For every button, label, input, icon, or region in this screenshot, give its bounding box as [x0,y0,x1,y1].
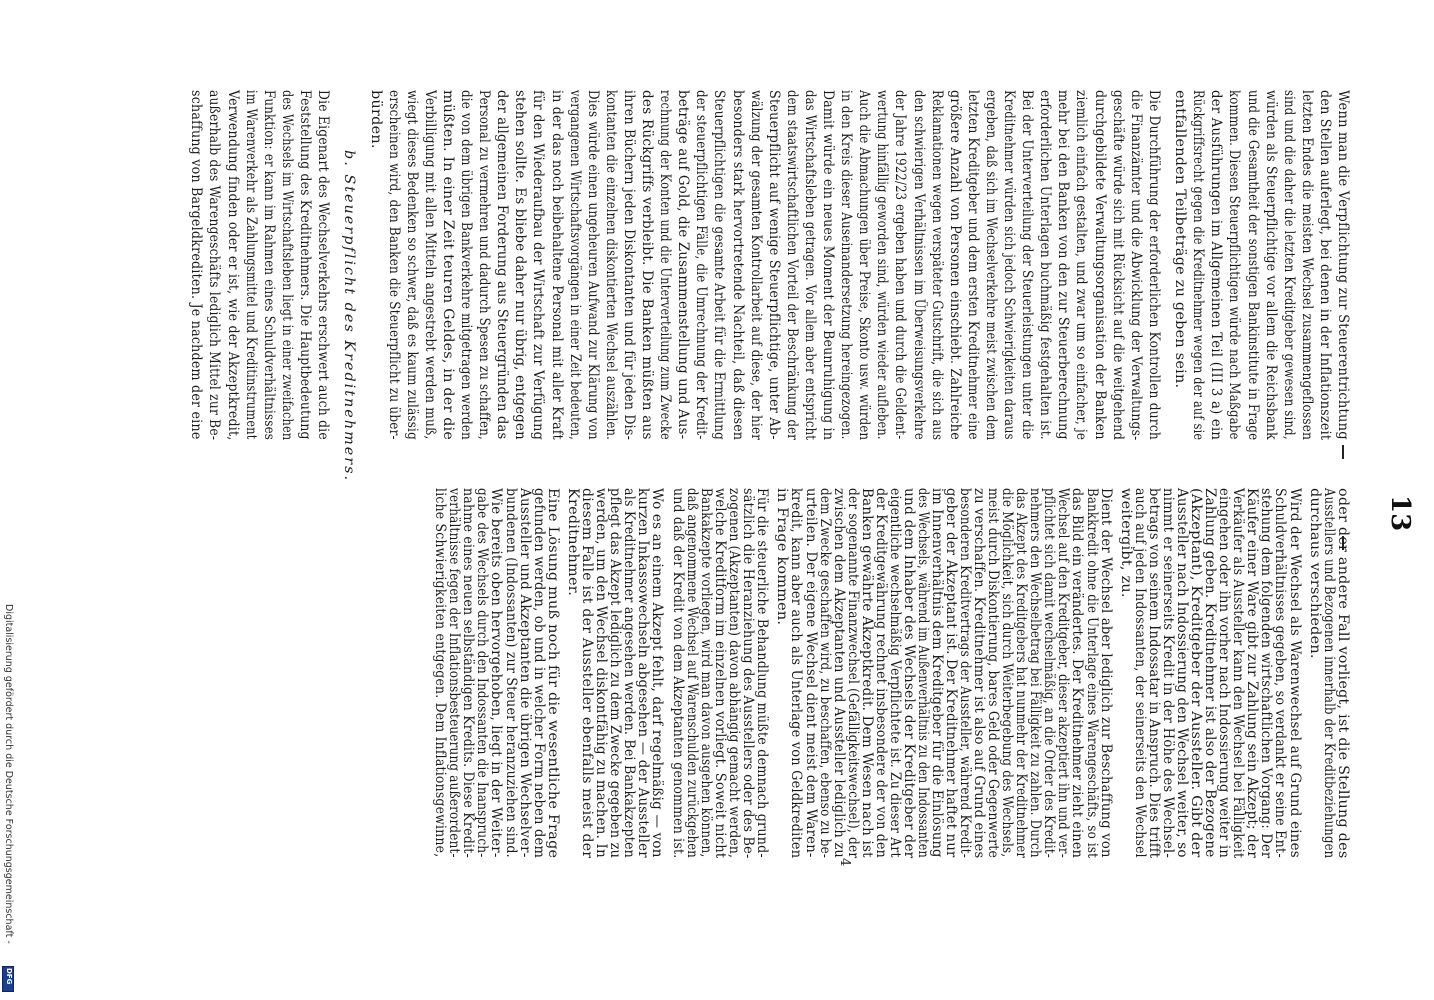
text-line: Eine Lösung muß noch für die wesentliche Frage [544,488,561,859]
text-line: Reklamationen wegen verspäteter Gutschrift, die sich aus [928,90,945,441]
page-number: 13 [1385,495,1415,532]
text-line: verhältnisse fegen der Inflationsbesteuerung außerordent- [446,488,463,858]
text-line: für den Wiederaufbau der Wirtschaft zur Verfügung [530,90,547,441]
text-line: die Möglichkeit, sich durch Weiterbegebung des Wechsels, [999,488,1016,858]
text-line: Bankakzepte vorliegen, wird man davon ausgehen können, [697,488,714,858]
text-line: Die Durchführung der erforderlichen Kontrollen durch [1145,90,1162,440]
text-line: Wird der Wechsel als Warenwechsel auf Grund eines [1286,488,1303,858]
text-line: pflegt das Akzept lediglich zu dem Zwecke gegeben zu [607,488,624,859]
text-line: liche Schwierigkeiten entgegen. Dem Inflationsgewinne, [432,488,449,858]
text-line: gabe des Wechsels durch den Indossanten die Inanspruch- [474,488,491,858]
text-line: meist durch Diskontierung, bares Geld oder Gegenwerte [985,488,1002,859]
text-line: weitergibt, zu. [1117,488,1134,598]
document-page [80,40,1415,900]
text-line: das Bild ein verändertes. Der Kreditnehmer zieht einen [1069,488,1086,858]
text-line: erscheinen wird, den Banken die Steuerpflicht zu über- [385,90,402,440]
text-line: sätzlich die Heranziehung des Ausstellers oder des Be- [739,488,756,859]
text-line: Ausstellers und Bezogenen innerhalb der Kreditbeziehungen [1320,488,1337,859]
text-line: im Warenverkehr als Zahlungsmittel und Kreditinstrument [242,90,259,440]
text-line: Schuldverhältnisses gegeben, so verdankt er seine Ent- [1272,488,1289,858]
text-line: urteilen. Der eigene Wechsel dient meist dem Waren- [802,488,819,858]
text-line: der Jahre 1922/23 ergeben haben und durch die Geldent- [892,90,909,440]
text-line: auch auf jeden Indossanten, der seinerseits den Wechsel [1131,488,1148,858]
text-line: Käufer einer Ware gibt zur Zahlung sein Akzept; der [1244,488,1261,858]
text-line: geschäfte würde sich mit Rücksicht auf die weitgehend [1109,90,1126,440]
text-line: gefunden werden, ob und in welcher Form neben dem [530,488,547,859]
text-line: des Rückgriffs verbleibt. Die Banken müßten aus [639,90,656,440]
text-line: Bei der Unterverteilung der Steuerleistungen unter die [1019,90,1036,440]
text-line: in Frage kommen. [774,488,791,626]
text-line: das Akzept des Kreditgebers hat nunmehr der Kreditnehmer [1013,488,1030,859]
text-line: pflichtet sich damit wechselmäßig, an die Order des Kredit- [1041,488,1058,858]
text-line: als Kreditnehmer angesehen werden. Bei Bankakzepten [621,488,638,859]
text-line: mehr bei den Banken von den zur Steuerberechnung [1055,90,1072,440]
text-line: vergangenen Wirtschaftsvorgängen in einer Zeit bedeuten, [566,90,583,440]
text-line: geber der Akzeptant ist. Der Kreditnehmer haftet nur [943,488,959,858]
text-line: kredit, kann aber auch als Unterlage von Geldkrediten [788,488,805,859]
text-line: oder der andere Fall vorliegt, ist die Stellung des [1335,488,1351,859]
text-line: besonderen Kreditvertrags der Aussteller, während Kredit- [957,488,974,859]
text-line: kurzen Inkassowechseln abgesehen — der Aussteller [635,488,652,858]
text-line: Dient der Wechsel aber lediglich zur Beschaffung von [1097,488,1114,858]
text-line: außerhalb des Warengeschäfts lediglich Mittel zur Be- [206,90,223,441]
text-line: und daß der Kredit von dem Akzeptanten genommen ist. [669,488,686,859]
text-line: beträge auf Gold, die Zusammenstellung und Aus- [675,90,692,440]
text-line: eingehen oder ihn vorher nach Indossierung weiter in [1216,488,1233,859]
text-line: Personal zu vermehren und dadurch Spesen zu schaffen, [476,90,493,440]
text-line: den schwierigen Verhältnissen im Überweisungsverkehre [910,90,927,440]
text-line: nahme eines neuen selbständigen Kredits. Diese Kredit- [460,488,477,858]
text-line: Verbilligung mit allen Mitteln angestrebt werden muß, [421,90,438,440]
text-line: daß angenommene Wechsel auf Warenschulden zurückgehen [683,488,700,858]
text-line: würden als Steuerpflichtige vor allem die Reichsbank [1262,90,1279,440]
text-line: letzten Kreditgeber und dem ersten Kreditnehmer eine [964,90,981,440]
text-line: wiegt dieses Bedenken so schwer, daß es kaum zulässig [403,90,420,440]
text-line: der Ausführungen im Allgemeinen Teil (III 3 a) ein [1208,90,1225,441]
text-line: Damit würde ein neues Moment der Beunruhigung in [820,90,837,441]
text-line: welche Kreditform im einzelnen vorliegt. Soweit nicht [711,488,728,859]
text-line: Wo es an einem Akzept fehlt, darf regelmäßig — von [649,488,666,858]
text-line: und dem Inhaber des Wechsels der Kreditgeber der [900,488,917,859]
text-line: kommen. Diesen Steuerpflichtigen würde nach Maßgabe [1226,90,1243,440]
text-line: Für die steuerliche Behandlung müßte demnach grund- [754,488,771,858]
text-line: Auch die Abmachungen über Preise, Skonto usw. würden [856,90,873,441]
text-line: müßten. In einer Zeit teuren Geldes, in der die [439,90,456,441]
text-line: Kreditnehmer. [565,488,582,597]
text-line: Kreditnehmer würden sich jedoch Schwierigkeiten daraus [1001,90,1018,440]
text-line: die von dem übrigen Bankverkehre mitgetragen werden [458,90,475,440]
text-line: die Finanzämter und die Abwicklung der Verwaltungs- [1127,90,1144,441]
text-line: stehen sollte. Es bliebe daher nur übrig, entgegen [512,90,529,440]
text-line: dem Zwecke geschaffen wird, zu beschaffen, ebenso zu be- [816,488,833,859]
text-line: besonders stark hervortretende Nachteil, daß diesen [729,90,746,441]
text-line: ziemlich einfach gestalten, und zwar um so einfacher, je [1073,90,1090,441]
text-line: des Wechsels, während im Außenverhältnis zu den Indossanten [914,488,931,858]
text-line: des Wechsels im Wirtschaftsleben liegt in einer zweifachen [278,90,295,441]
text-line: zwischen dem Akzeptanten und Aussteller lediglich zu [830,488,847,858]
text-line: Wechsel auf den Kreditgeber, dieser akzeptiert ihn und ver- [1055,488,1072,858]
text-line: rechnung der Konten und die Unterverteilung zum Zwecke [657,90,674,440]
text-line: wälzung der gesamten Kontrollarbeit auf diese, der hier [747,90,764,441]
text-line: in der das noch beibehaltene Personal mit aller Kraft [548,90,565,440]
text-line: Steuerpflicht auf wenige Steuerpflichtige, unter Ab- [765,90,782,440]
text-line: wertung hinfällig geworden sind, würden wieder aufleben. [874,90,891,440]
text-line: dem staatswirtschaftlichen Vorteil der Beschränkung der [783,90,800,441]
text-line: Steuerpflichtigen die gesamte Arbeit für die Ermittlung [711,90,728,441]
text-line: Verwendung finden oder er ist, wie der Akzeptkredit, [224,90,241,441]
text-line: (Akzeptant), Kreditgeber der Aussteller. Gibt der [1188,488,1205,858]
text-line: Aussteller und Akzeptanten die übrigen Wechselver- [516,488,533,858]
text-line: Zahlung geben. Kreditnehmer ist also der Bezogene [1202,488,1219,858]
text-line: ihren Büchern jeden Diskontanten und für jeden Dis- [620,90,637,441]
dfg-logo-text: DFG [5,968,13,985]
text-line: schaffung von Bargeldkrediten. Je nachdem der eine [188,90,205,440]
text-line: ergeben, daß sich im Wechselverkehre meist zwischen dem [982,90,999,441]
text-line: entfallenden Teilbeträge zu geben sein. [1172,90,1189,389]
text-line: der sogenannte Finanzwechsel (Gefälligkeitswechsel), der [844,488,861,859]
text-line: Rückgriffsrecht gegen die Kreditnehmer wegen der auf sie [1190,90,1207,441]
text-line: betrags von seinem Indossatar in Anspruch. Dies trifft [1146,488,1163,859]
text-line: b. Steuerpflicht des Kreditnehmers. [341,150,358,483]
text-line: zu verschaffen. Kreditnehmer ist also auf Grund eines [971,488,988,859]
text-line: nimmt er seinerseits Kredit in der Höhe des Wechsel- [1160,488,1177,859]
text-line: Feststellung des Kreditnehmers. Die Hauptbedeutung [296,90,313,440]
digitization-credit [2,604,16,996]
text-line: Wenn man die Verpflichtung zur Steuerentrichtung [1335,90,1351,440]
text-line: der Kreditgewährung rechnet insbesondere der von den [872,488,889,858]
text-line: zogenen (Akzeptanten) davon abhängig gemacht werden, [725,488,742,859]
text-line: durchaus verschieden. [1306,488,1323,659]
text-line: durchgebildete Verwaltungsorganisation der Banken [1091,90,1108,440]
dfg-logo [2,966,14,992]
text-line: diesem Falle ist der Aussteller ebenfalls meist der [579,488,596,859]
text-line: werden, um den Wechsel diskontfähig zu machen. In [593,488,610,858]
text-line: Verkäufer als Aussteller kann den Wechsel bei Fälligkeit [1230,488,1247,859]
digitization-credit-text: Digitalisierung gefördert durch die Deutsche Forschungsgemeinschaft - [3,604,14,944]
text-line: Wie bereits oben hervorgehoben, liegt in der Weiter- [488,488,505,858]
text-line: eigentliche wechselmäßig Verpflichtete ist. Zu dieser Art [886,488,903,858]
text-line: kontanten die einzelnen diskontierten Wechsel auszählen. [602,90,619,440]
text-line: Die Eigenart des Wechselverkehrs erschwert auch die [315,90,332,440]
text-line: und die Gesamtheit der sonstigen Bankinstitute in Frage [1244,90,1261,441]
text-line: den Stellen auferlegt, bei denen in der Inflationszeit [1316,90,1333,441]
text-line: der allgemeinen Forderung aus Steuergründen das [494,90,511,440]
text-column-bottom [80,40,1370,900]
text-line: im Innenverhältnis dem Kreditgeber für die Einlösung [928,488,945,858]
text-line: in den Kreis dieser Auseinandersetzung hereingezogen. [838,90,855,440]
text-line: erforderlichen Unterlagen buchmäßig festgehalten ist. [1037,90,1054,440]
text-line: größere Anzahl von Personen einschiebt. Zahlreiche [946,90,963,440]
text-line: sind und die daher die letzten Kreditgeber gewesen sind, [1280,90,1297,440]
text-line: Banken gewährte Akzeptkredit. Dem Wesen nach ist [858,488,875,858]
sheet-signature: 4 [837,858,852,867]
text-line: bürden. [367,90,384,149]
text-line: letzten Endes die meisten Wechsel zusammengeflossen [1298,90,1315,441]
text-line: Funktion: er kann im Rahmen eines Schuldverhältnisses [260,90,277,441]
text-line: das Wirtschaftsleben getragen. Vor allem aber entspricht [801,90,818,441]
text-line: Aussteller nach Indossierung den Wechsel weiter, so [1174,488,1191,858]
text-line: der steuerpflichtigen Fälle, die Umrechnung der Kredit- [693,90,710,440]
text-line: stehung dem folgenden wirtschaftlichen Vorgang: Der [1258,488,1275,859]
text-line: nehmers den Wechselbetrag bei Fälligkeit zu zahlen. Durch [1027,488,1044,858]
text-line: bundenen (Indossanten) zur Steuer heranzuziehen sind. [502,488,519,858]
text-line: Dies würde einen ungeheuren Aufwand zur Klärung von [584,90,601,440]
text-line: Bankkredit ohne die Unterlage eines Warengeschäfts, so ist [1083,488,1100,859]
